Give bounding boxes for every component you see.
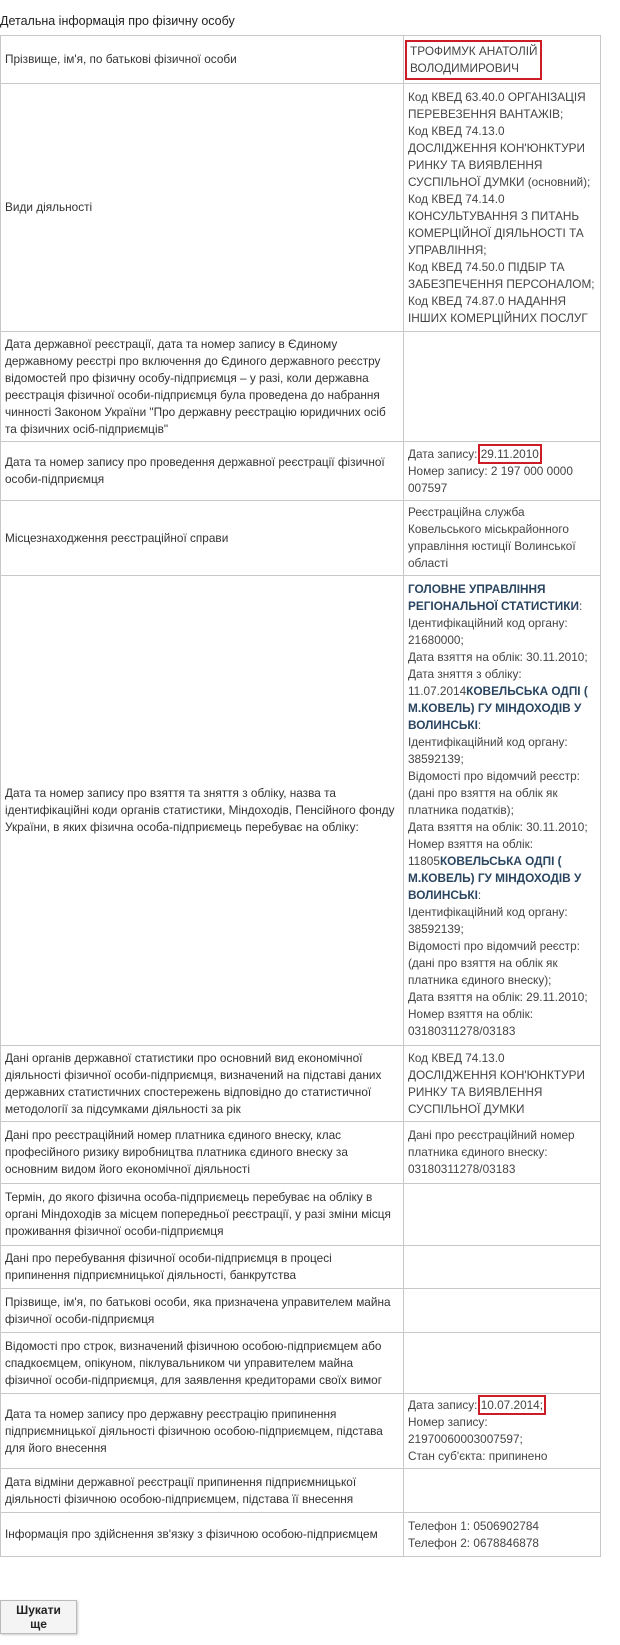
- value-contacts: [404, 1513, 601, 1557]
- value-term: [404, 1184, 601, 1246]
- value-termination: Дата запису: 10.07.2014; Номер запису: 21970060003007597; Стан суб'єкта: припинено: [404, 1394, 601, 1469]
- value-state-registration: [404, 332, 601, 442]
- value-activities: Код КВЕД 63.40.0 ОРГАНІЗАЦІЯ ПЕРЕВЕЗЕННЯ ВАНТАЖІВ; Код КВЕД 74.13.0 ДОСЛІДЖЕННЯ КОН'ЮНКТУРИ РИНКУ ТА ВИЯВЛЕННЯ СУСПІЛЬНОЇ ДУМКИ (основний); Код КВЕД 74.14.0 КОНСУЛЬТУВАННЯ З ПИТАНЬ КОМЕРЦІЙНОЇ ДІЯЛЬНОСТІ ТА УПРАВЛІННЯ; Код КВЕД 74.50.0 ПІДБІР ТА ЗАБЕЗПЕЧЕННЯ ПЕРСОНАЛОМ; Код КВЕД 74.87.0 НАДАННЯ ІНШИХ КОМЕРЦІЙНИХ ПОСЛУГ: [404, 84, 601, 332]
- full-name-highlight: ТРОФИМУК АНАТОЛІЙ ВОЛОДИМИРОВИЧ: [410, 43, 538, 75]
- table-row: [1, 1289, 601, 1333]
- org-tax-office-2: КОВЕЛЬСЬКА ОДПІ ( М.КОВЕЛЬ) ГУ МІНДОХОДІВ У ВОЛИНСЬКІ: [408, 854, 582, 902]
- phone-1: Телефон 1: 0506902784: [408, 1518, 539, 1533]
- search-again-button[interactable]: Шукати ще: [0, 1600, 77, 1634]
- value-termination-cancel: [404, 1469, 601, 1513]
- value-registration-accounts: ГОЛОВНЕ УПРАВЛІННЯ РЕГІОНАЛЬНОЇ СТАТИСТИКИ: Ідентифікаційний код органу: 21680000; Дата взяття на облік: 30.11.2010; Дата зняття з обліку: 11.07.2014КОВЕЛЬСЬКА ОДПІ ( М.КОВЕЛЬ) ГУ МІНДОХОДІВ У ВОЛИНСЬКІ: Ідентифікаційний код органу: 38592139; Відомості про відомчий реєстр: (дані про взяття на облік як платника податків); Дата взяття на облік: 30.11.2010; Номер взяття на облік: 11805КОВЕЛЬСЬКА ОДПІ ( М.КОВЕЛЬ) ГУ МІНДОХОДІВ У ВОЛИНСЬКІ: Ідентифікаційний код органу: 38592139; Відомості про відомчий реєстр: (дані про взяття на облік як платника єдиного внеску); Дата взяття на облік: 29.11.2010; Номер взяття на облік: 03180311278/03183: [404, 576, 601, 1046]
- label-registration-record: Дата та номер запису про проведення державної реєстрації фізичної особи-підприємця: [1, 442, 404, 501]
- table-row: [1, 1333, 601, 1394]
- value-full-name: [404, 36, 601, 84]
- table-row: [1, 1469, 601, 1513]
- value-bankruptcy: [404, 1246, 601, 1289]
- table-row: [1, 1122, 601, 1184]
- table-row: [1, 576, 601, 1046]
- table-row: [1, 1246, 601, 1289]
- label-bankruptcy: Дані про перебування фізичної особи-підприємця в процесі припинення підприємницької діяльності, банкрутства: [1, 1246, 404, 1289]
- value-manager: [404, 1289, 601, 1333]
- label-single-contribution: Дані про реєстраційний номер платника єдиного внеску, клас професійного ризику виробництва платника єдиного внеску за основним видом його економічної діяльності: [1, 1122, 404, 1184]
- value-location: Реєстраційна служба Ковельського міськрайонного управління юстиції Волинської області: [404, 501, 601, 576]
- table-row: [1, 84, 601, 332]
- table-row: [1, 1513, 601, 1557]
- table-row: [1, 442, 601, 501]
- page-title: Детальна інформація про фізичну особу: [0, 14, 235, 28]
- table-row: [1, 1046, 601, 1122]
- org-tax-office: КОВЕЛЬСЬКА ОДПІ ( М.КОВЕЛЬ) ГУ МІНДОХОДІВ У ВОЛИНСЬКІ: [408, 684, 588, 732]
- registration-date-highlight: 29.11.2010: [480, 446, 539, 461]
- label-registration-accounts: Дата та номер запису про взяття та зняття з обліку, назва та ідентифікаційні коди органів статистики, Міндоходів, Пенсійного фонду України, в яких фізична особа-підприємець перебуває на обліку:: [1, 576, 404, 1046]
- table-row: [1, 332, 601, 442]
- value-single-contribution: Дані про реєстраційний номер платника єдиного внеску: 03180311278/03183: [404, 1122, 601, 1184]
- table-row: [1, 501, 601, 576]
- label-location: Місцезнаходження реєстраційної справи: [1, 501, 404, 576]
- label-state-registration: Дата державної реєстрації, дата та номер запису в Єдиному державному реєстрі про включення до Єдиного державного реєстру відомостей про фізичну особу-підприємця – у разі, коли державна реєстрація фізичної особи-підприємця була проведена до набрання чинності Законом України "Про державну реєстрацію юридичних осіб та фізичних осіб-підприємців": [1, 332, 404, 442]
- label-termination-cancel: Дата відміни державної реєстрації припинення підприємницької діяльності фізичною особою-підприємцем, підстава її внесення: [1, 1469, 404, 1513]
- table-row: [1, 1184, 601, 1246]
- table-row: [1, 1394, 601, 1469]
- label-full-name: Прізвище, ім'я, по батькові фізичної особи: [1, 36, 404, 84]
- info-table: [0, 35, 601, 1557]
- label-activities: Види діяльності: [1, 84, 404, 332]
- value-statistics: Код КВЕД 74.13.0 ДОСЛІДЖЕННЯ КОН'ЮНКТУРИ РИНКУ ТА ВИЯВЛЕННЯ СУСПІЛЬНОЇ ДУМКИ: [404, 1046, 601, 1122]
- phone-2: Телефон 2: 0678846878: [408, 1535, 539, 1550]
- label-term: Термін, до якого фізична особа-підприємець перебуває на обліку в органі Міндоходів за місцем попередньої реєстрації, у разі зміни місця проживання фізичної особи-підприємця: [1, 1184, 404, 1246]
- value-registration-record: Дата запису: 29.11.2010 Номер запису: 2 197 000 0000 007597: [404, 442, 601, 501]
- label-contacts: Інформація про здійснення зв'язку з фізичною особою-підприємцем: [1, 1513, 404, 1557]
- table-row: [1, 36, 601, 84]
- label-statistics: Дані органів державної статистики про основний вид економічної діяльності фізичної особи-підприємця, визначений на підставі даних державних статистичних спостережень відповідно до статистичної методології за підсумками діяльності за рік: [1, 1046, 404, 1122]
- label-creditors: Відомості про строк, визначений фізичною особою-підприємцем або спадкоємцем, опікуном, піклувальником чи управителем майна фізичної особи-підприємця, для заявлення кредиторами своїх вимог: [1, 1333, 404, 1394]
- label-manager: Прізвище, ім'я, по батькові особи, яка призначена управителем майна фізичної особи-підприємця: [1, 1289, 404, 1333]
- value-creditors: [404, 1333, 601, 1394]
- label-termination: Дата та номер запису про державну реєстрацію припинення підприємницької діяльності фізичною особою-підприємцем, підстава для його внесення: [1, 1394, 404, 1469]
- termination-date-highlight: 10.07.2014;: [480, 1398, 544, 1412]
- org-statistics: ГОЛОВНЕ УПРАВЛІННЯ РЕГІОНАЛЬНОЇ СТАТИСТИКИ: [408, 582, 579, 613]
